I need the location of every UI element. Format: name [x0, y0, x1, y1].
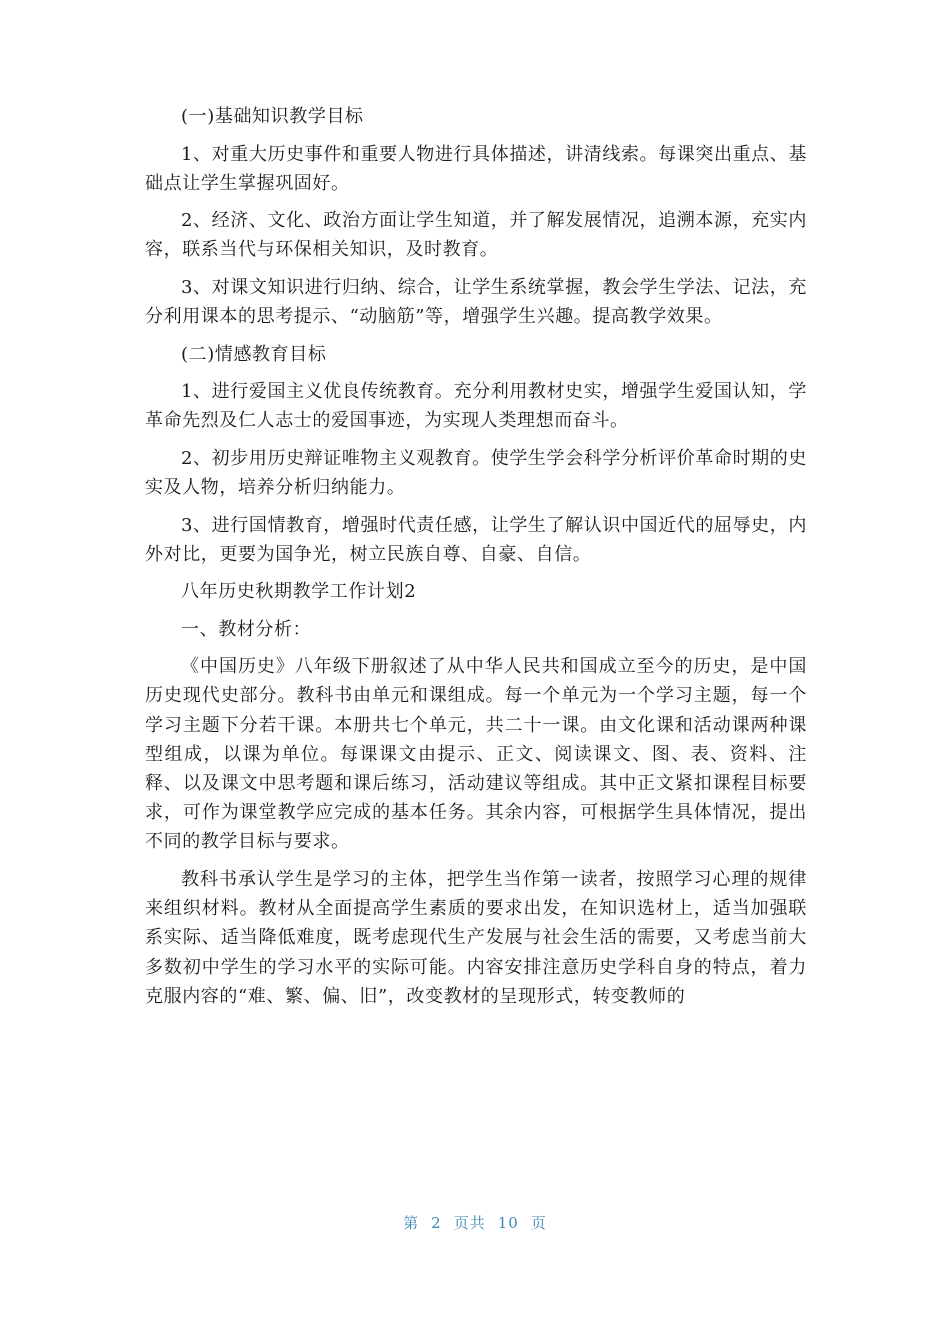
page-total: 10	[497, 1214, 519, 1232]
paragraph: 3、对课文知识进行归纳、综合，让学生系统掌握，教会学生学法、记法，充分利用课本的思考提示、“动脑筋”等，增强学生兴趣。提高教学效果。	[145, 276, 807, 328]
page-middle: 页共	[453, 1214, 486, 1232]
section-heading-basic-knowledge: (一)基础知识教学目标	[181, 106, 364, 127]
section-heading-emotional-education: (二)情感教育目标	[181, 343, 327, 365]
page-current: 2	[431, 1214, 442, 1232]
paragraph: 2、初步用历史辩证唯物主义观教育。使学生学会科学分析评价革命时期的史实及人物，培养分析归纳能力。	[145, 447, 807, 499]
paragraph: 3、进行国情教育，增强时代责任感，让学生了解认识中国近代的屈辱史，内外对比，更要为国争光，树立民族自尊、自豪、自信。	[145, 514, 807, 565]
paragraph: 1、进行爱国主义优良传统教育。充分利用教材史实，增强学生爱国认知，学革命先烈及仁人志士的爱国事迹，为实现人类理想而奋斗。	[145, 381, 807, 432]
page-number-footer	[0, 1212, 950, 1233]
page-suffix: 页	[530, 1214, 547, 1232]
paragraph: 1、对重大历史事件和重要人物进行具体描述，讲清线索。每课突出重点、基础点让学生掌握巩固好。	[145, 143, 807, 194]
document-subtitle: 八年历史秋期教学工作计划2	[181, 581, 417, 603]
paragraph: 教科书承认学生是学习的主体，把学生当作第一读者，按照学习心理的规律来组织材料。教材从全面提高学生素质的要求出发，在知识选材上，适当加强联系实际、适当降低难度，既考虑现代生产发展与社会生活的需要，又考虑当前大多数初中学生的学习水平的实际可能。内容安排注意历史学科自身的特点，着力克服内容的“难、繁、偏、旧”，改变教材的呈现形式，转变教师的	[145, 868, 807, 1007]
paragraph: 《中国历史》八年级下册叙述了从中华人民共和国成立至今的历史，是中国历史现代史部分。教科书由单元和课组成。每一个单元为一个学习主题，每一个学习主题下分若干课。本册共七个单元，共二十一课。由文化课和活动课两种课型组成，以课为单位。每课课文由提示、正文、阅读课文、图、表、资料、注释、以及课文中思考题和课后练习，活动建议等组成。其中正文紧扣课程目标要求，可作为课堂教学应完成的基本任务。其余内容，可根据学生具体情况，提出不同的教学目标与要求。	[145, 656, 807, 853]
page-prefix: 第	[403, 1214, 420, 1232]
document-body	[145, 102, 807, 1019]
paragraph: 2、经济、文化、政治方面让学生知道，并了解发展情况，追溯本源，充实内容，联系当代与环保相关知识，及时教育。	[145, 210, 807, 261]
section-heading-textbook-analysis: 一、教材分析：	[181, 618, 312, 640]
